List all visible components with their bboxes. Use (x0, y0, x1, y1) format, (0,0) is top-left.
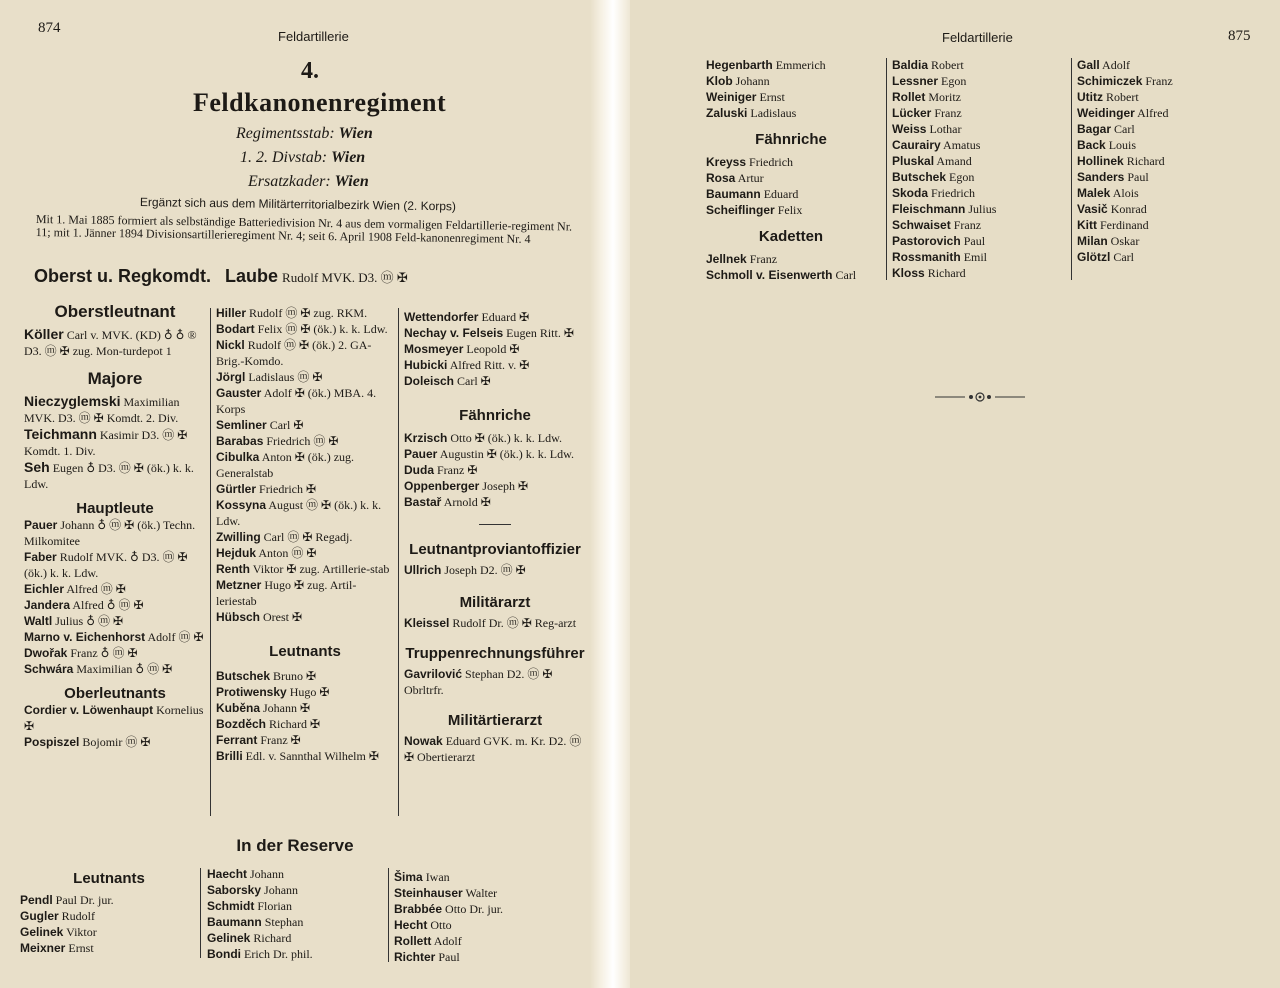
reserve-column-2 (207, 866, 313, 962)
entry: Schmoll v. Eisenwerth Carl (706, 268, 857, 282)
entry: Scheiflinger Felix (706, 203, 803, 217)
entry: Oppenberger Joseph ✠ (404, 479, 529, 493)
entry: Baumann Stephan (207, 915, 304, 929)
history-paragraph: Mit 1. Mai 1885 formiert als selbständige Batteriedivision Nr. 4 aus dem vormaligen Feldartillerie-regiment Nr. 11; mit 1. Jänner 1894 Divisionsartillerieregiment Nr. 4; seit 6. April 1908 Feld-kanonenregiment Nr. 4 (35, 212, 573, 246)
heading-militaertierarzt: Militärtierarzt (447, 712, 543, 729)
column-rule (398, 308, 399, 816)
entry: Šima Iwan (394, 870, 450, 884)
entry: Caurairy Amatus (892, 138, 981, 152)
ergaenzt-line: Ergänzt sich aus dem Militärterritorialbezirk Wien (2. Korps) (139, 195, 457, 214)
entry: Weiss Lothar (892, 122, 962, 136)
entry: Gugler Rudolf (20, 909, 96, 923)
entry: Butschek Egon (892, 170, 975, 184)
entry: Kuběna Johann ✠ (216, 701, 311, 715)
entry: Skoda Friedrich (892, 186, 976, 200)
right-column-2 (892, 57, 1062, 281)
entry: Nowak Eduard GVK. m. Kr. D2. ⓜ ✠ Obertierarzt (404, 734, 582, 764)
heading-majore: Majore (87, 369, 143, 388)
entry: Renth Viktor ✠ zug. Artillerie-stab (216, 562, 390, 576)
running-head-right: Feldartillerie (942, 30, 1013, 45)
entry: Faber Rudolf MVK. ♁ D3. ⓜ ✠ (ök.) k. k. Ldw. (24, 550, 188, 580)
heading-faehnriche: Fähnriche (755, 131, 827, 148)
page-number-left: 874 (38, 20, 61, 36)
right-column-1 (706, 57, 876, 283)
ornament-divider-icon (935, 390, 1025, 404)
heading-hauptleute: Hauptleute (76, 500, 154, 517)
left-page (0, 0, 600, 988)
entry: Duda Franz ✠ (404, 463, 478, 477)
entry: Jörgl Ladislaus ⓜ ✠ (216, 370, 323, 384)
entry: Hejduk Anton ⓜ ✠ (216, 546, 317, 560)
regiment-title: Feldkanonenregiment (193, 88, 447, 117)
entry: Krzisch Otto ✠ (ök.) k. k. Ldw. (404, 431, 562, 445)
entry: Baldia Robert (892, 58, 964, 72)
entry: Schwára Maximilian ♁ ⓜ ✠ (24, 662, 173, 676)
entry: Hegenbarth Emmerich (706, 58, 826, 72)
entry: Nickl Rudolf ⓜ ✠ (ök.) 2. GA-Brig.-Komdo. (216, 338, 372, 368)
entry: Schmidt Florian (207, 899, 293, 913)
entry: Gauster Adolf ✠ (ök.) MBA. 4. Korps (216, 386, 377, 416)
entry: Kitt Ferdinand (1077, 218, 1149, 232)
heading-proviant: Leutnantproviantoffizier (409, 541, 581, 558)
entry: Brabbée Otto Dr. jur. (394, 902, 504, 916)
entry: Semliner Carl ✠ (216, 418, 304, 432)
entry: Pendl Paul Dr. jur. (20, 893, 114, 907)
entry: Pauer Augustin ✠ (ök.) k. k. Ldw. (404, 447, 574, 461)
right-column-3 (1077, 57, 1257, 265)
entry: Kreyss Friedrich (706, 155, 794, 169)
left-column-3 (404, 309, 586, 765)
entry: Bodart Felix ⓜ ✠ (ök.) k. k. Ldw. (216, 322, 388, 336)
column-rule (210, 308, 211, 816)
entry: Fleischmann Julius (892, 202, 997, 216)
entry: Bozděch Richard ✠ (216, 717, 321, 731)
entry: Vasič Konrad (1077, 202, 1147, 216)
entry: Jandera Alfred ♁ ⓜ ✠ (24, 598, 144, 612)
running-head-left: Feldartillerie (278, 29, 349, 44)
heading-faehnriche: Fähnriche (459, 407, 531, 424)
entry: Rosa Artur (706, 171, 764, 185)
entry: Teichmann Kasimir D3. ⓜ ✠ Komdt. 1. Div. (24, 426, 188, 458)
regimentsstab: Regimentsstab: Wien (236, 125, 373, 142)
heading-oberleutnants: Oberleutnants (64, 685, 166, 702)
entry: Sanders Paul (1077, 170, 1149, 184)
entry: Kleissel Rudolf Dr. ⓜ ✠ Reg-arzt (404, 616, 577, 630)
entry: Hübsch Orest ✠ (216, 610, 303, 624)
heading-leutnants: Leutnants (269, 643, 341, 660)
entry: Haecht Johann (207, 867, 285, 881)
entry: Jellnek Franz (706, 252, 778, 266)
entry: Waltl Julius ♁ ⓜ ✠ (24, 614, 124, 628)
heading-reserve: In der Reserve (236, 836, 354, 855)
entry: Ferrant Franz ✠ (216, 733, 301, 747)
entry: Milan Oskar (1077, 234, 1140, 248)
entry: Malek Alois (1077, 186, 1139, 200)
entry: Hubicki Alfred Ritt. v. ✠ (404, 358, 530, 372)
entry: Barabas Friedrich ⓜ ✠ (216, 434, 339, 448)
ersatzkader: Ersatzkader: Wien (248, 173, 369, 190)
entry: Meixner Ernst (20, 941, 94, 955)
entry: Mosmeyer Leopold ✠ (404, 342, 520, 356)
entry: Rollet Moritz (892, 90, 962, 104)
entry: Ullrich Joseph D2. ⓜ ✠ (404, 563, 526, 577)
entry: Gürtler Friedrich ✠ (216, 482, 317, 496)
entry: Metzner Hugo ✠ zug. Artil-leriestab (216, 578, 357, 608)
entry: Zwilling Carl ⓜ ✠ Regadj. (216, 530, 353, 544)
column-rule (200, 868, 201, 958)
entry: Pluskal Amand (892, 154, 972, 168)
entry: Gelinek Viktor (20, 925, 97, 939)
oberst-name: Laube (225, 266, 279, 286)
entry: Weidinger Alfred (1077, 106, 1169, 120)
entry: Glötzl Carl (1077, 250, 1134, 264)
entry: Steinhauser Walter (394, 886, 498, 900)
page-number-right: 875 (1228, 28, 1251, 44)
entry: Lessner Egon (892, 74, 967, 88)
left-column-1 (24, 302, 206, 750)
entry: Baumann Eduard (706, 187, 799, 201)
entry: Nieczyglemski Maximilian MVK. D3. ⓜ ✠ Komdt. 2. Div. (24, 393, 180, 425)
entry: Hollinek Richard (1077, 154, 1165, 168)
entry: Rossmanith Emil (892, 250, 988, 264)
entry: Schimiczek Franz (1077, 74, 1173, 88)
oberst-line (34, 266, 408, 287)
column-rule (1071, 58, 1072, 280)
oberst-label: Oberst u. Regkomdt. (34, 266, 212, 286)
entry: Brilli Edl. v. Sannthal Wilhelm ✠ (216, 749, 379, 763)
reserve-column-3 (394, 869, 503, 965)
entry: Bondi Erich Dr. phil. (207, 947, 313, 961)
entry: Back Louis (1077, 138, 1137, 152)
column-rule (886, 58, 887, 280)
entry: Nechay v. Felseis Eugen Ritt. ✠ (404, 326, 574, 340)
heading-militaerarzt: Militärarzt (459, 594, 531, 611)
entry: Hecht Otto (394, 918, 452, 932)
entry: Richter Paul (394, 950, 460, 964)
reserve-column-1 (20, 892, 114, 956)
entry: Gall Adolf (1077, 58, 1131, 72)
entry: Bastař Arnold ✠ (404, 495, 491, 509)
entry: Gelinek Richard (207, 931, 292, 945)
entry: Gavrilović Stephan D2. ⓜ ✠ Obrltrfr. (404, 667, 553, 697)
entry: Utitz Robert (1077, 90, 1139, 104)
heading-oberstleutnant: Oberstleutnant (54, 302, 176, 321)
entry: Eichler Alfred ⓜ ✠ (24, 582, 126, 596)
entry: Dwořak Franz ♁ ⓜ ✠ (24, 646, 138, 660)
entry: Protiwensky Hugo ✠ (216, 685, 330, 699)
entry: Wettendorfer Eduard ✠ (404, 310, 530, 324)
entry: Kloss Richard (892, 266, 966, 280)
entry: Butschek Bruno ✠ (216, 669, 317, 683)
entry: Bagar Carl (1077, 122, 1135, 136)
entry: Kossyna August ⓜ ✠ (ök.) k. k. Ldw. (216, 498, 382, 528)
entry: Marno v. Eichenhorst Adolf ⓜ ✠ (24, 630, 204, 644)
entry: Hiller Rudolf ⓜ ✠ zug. RKM. (216, 306, 368, 320)
entry: Lücker Franz (892, 106, 962, 120)
entry: Saborsky Johann (207, 883, 299, 897)
entry: Pospiszel Bojomir ⓜ ✠ (24, 735, 151, 749)
entry: Pauer Johann ♁ ⓜ ✠ (ök.) Techn. Milkomitee (24, 518, 196, 548)
heading-reserve-leutnants: Leutnants (73, 870, 145, 887)
entry: Seh Eugen ♁ D3. ⓜ ✠ (ök.) k. k. Ldw. (24, 459, 194, 491)
divstab: 1. 2. Divstab: Wien (240, 149, 366, 166)
heading-kadetten: Kadetten (758, 228, 824, 245)
entry: Rollett Adolf (394, 934, 462, 948)
entry: Zaluski Ladislaus (706, 106, 797, 120)
entry: Weiniger Ernst (706, 90, 785, 104)
entry: Doleisch Carl ✠ (404, 374, 491, 388)
entry: Cordier v. Löwenhaupt Kornelius ✠ (24, 703, 204, 733)
oberst-rest: Rudolf MVK. D3. ⓜ ✠ (282, 270, 408, 285)
left-column-2 (216, 305, 394, 764)
entry: Klob Johann (706, 74, 770, 88)
entry: Cibulka Anton ✠ (ök.) zug. Generalstab (216, 450, 355, 480)
entry: Pastorovich Paul (892, 234, 986, 248)
entry: Köller Carl v. MVK. (KD) ♁ ♁ ® D3. ⓜ ✠ zug. Mon-turdepot 1 (24, 326, 197, 358)
heading-truppenrechnungsfuehrer: Truppenrechnungsführer (405, 645, 585, 662)
entry: Schwaiset Franz (892, 218, 982, 232)
short-divider (479, 524, 511, 525)
regiment-number: 4. (301, 58, 319, 84)
right-page (630, 0, 1280, 988)
column-rule (388, 868, 389, 962)
